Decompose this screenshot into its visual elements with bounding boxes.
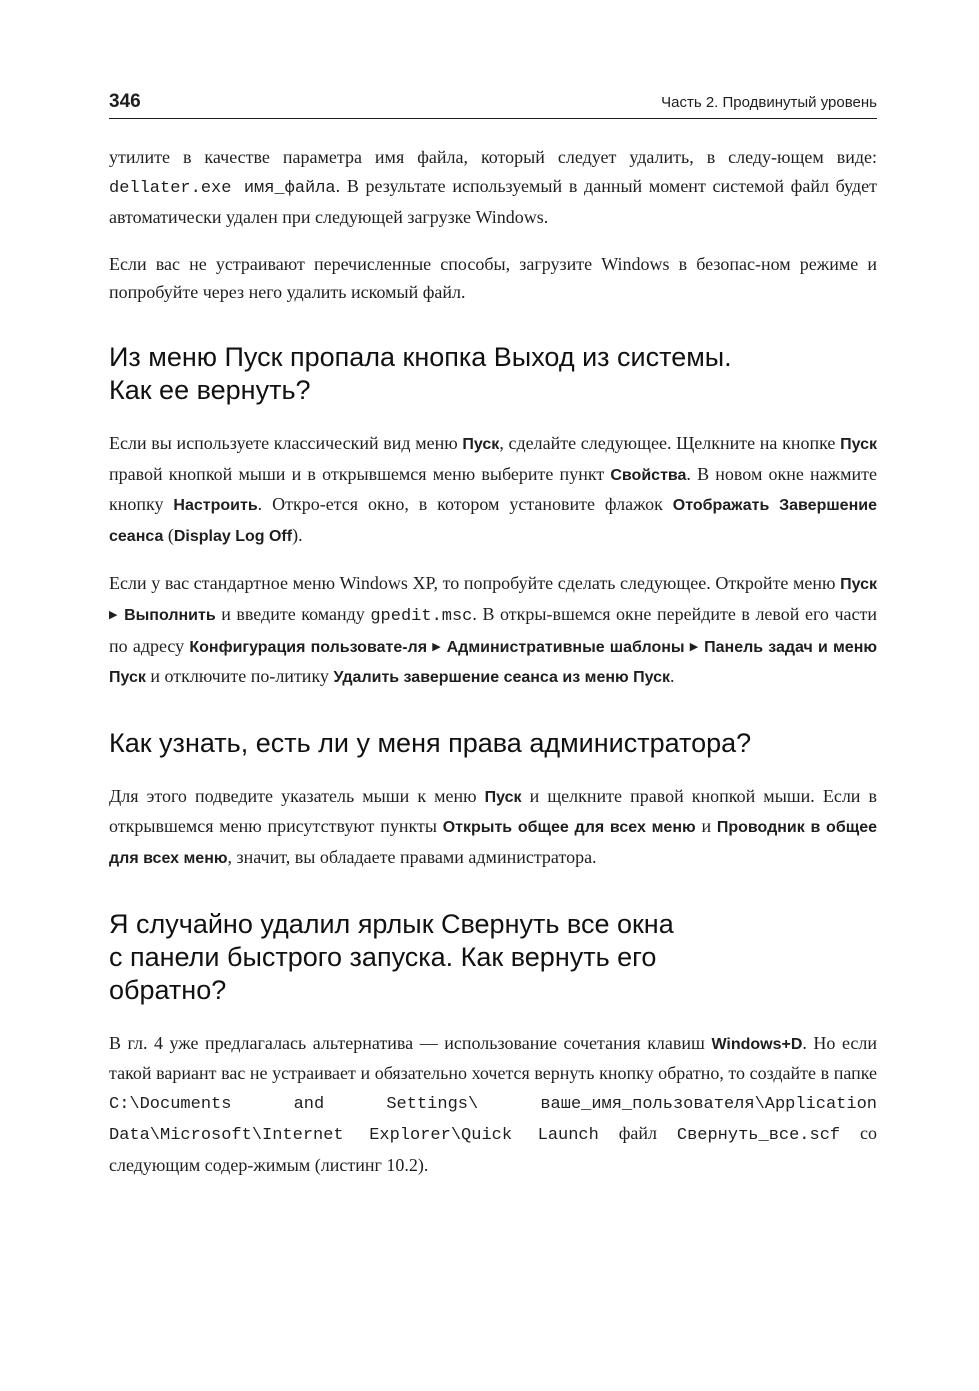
page-body — [109, 143, 877, 1197]
paragraph-6: В гл. 4 уже предлагалась альтернатива — использование сочетания клавиш Windows+D. Но если такой вариант вас не устраивает и обязательно хочется вернуть кнопку обратно, то создайте в папке C:\Documents and Settings\ ваше_имя_пользователя\Application Data\Microsoft\Internet Explorer\Quick Launch файл Свернуть_все.scf со следующим содер-жимым (листинг 10.2). — [109, 1032, 878, 1175]
paragraph-1: утилите в качестве параметра имя файла, который следует удалить, в следу-ющем виде: dellater.exe имя_файла. В результате используемый в данный момент системой файл будет автоматически удален при следующей загрузке Windows. — [109, 147, 877, 228]
part-title: Часть 2. Продвинутый уровень — [661, 94, 877, 111]
inline-code: Свернуть_все.scf — [676, 1126, 841, 1146]
section-heading-admin: Как узнать, есть ли у меня права администратора? — [109, 727, 752, 758]
inline-code: C:\Documents and Settings\ ваше_имя_пользователя\Application Data\Microsoft\Internet Explorer\Quick Launch — [109, 1094, 877, 1146]
menu-arrow-icon: ▶ — [109, 608, 119, 621]
paragraph-5: Для этого подведите указатель мыши к меню Пуск и щелкните правой кнопкой мыши. Если в открывшемся меню присутствуют пункты Открыть общее для всех меню и Проводник в общее для всех меню, значит, вы обладаете правами администратора. — [109, 785, 878, 867]
page-number: 346 — [109, 91, 141, 112]
menu-arrow-icon: ▶ — [432, 640, 442, 653]
inline-code: gpedit.msc — [370, 606, 473, 626]
paragraph-2: Если вас не устраивают перечисленные способы, загрузите Windows в безопас-ном режиме и попробуйте через него удалить искомый файл. — [109, 253, 877, 303]
section-heading-shortcut: Я случайно удалил ярлык Свернуть все окна с панели быстрого запуска. Как вернуть его обратно? — [109, 908, 674, 1005]
paragraph-4: Если у вас стандартное меню Windows XP, то попробуйте сделать следующее. Откройте меню Пуск ▶ Выполнить и введите команду gpedit.msc. В откры-вшемся окне перейдите в левой его части по адресу Конфигурация пользовате-ля ▶ Административные шаблоны ▶ Панель задач и меню Пуск и отключите по-литику Удалить завершение сеанса из меню Пуск. — [109, 573, 878, 687]
menu-arrow-icon: ▶ — [689, 640, 699, 653]
inline-code: dellater.exe имя_файла — [109, 178, 336, 198]
section-heading-logoff: Из меню Пуск пропала кнопка Выход из системы. Как ее вернуть? — [109, 341, 732, 405]
running-head — [109, 88, 877, 119]
paragraph-3: Если вы используете классический вид меню Пуск, сделайте следующее. Щелкните на кнопке Пуск правой кнопкой мыши и в открывшемся меню выберите пункт Свойства. В новом окне нажмите кнопку Настроить. Откро-ется окно, в котором установите флажок Отображать Завершение сеанса (Display Log Off). — [109, 432, 877, 545]
